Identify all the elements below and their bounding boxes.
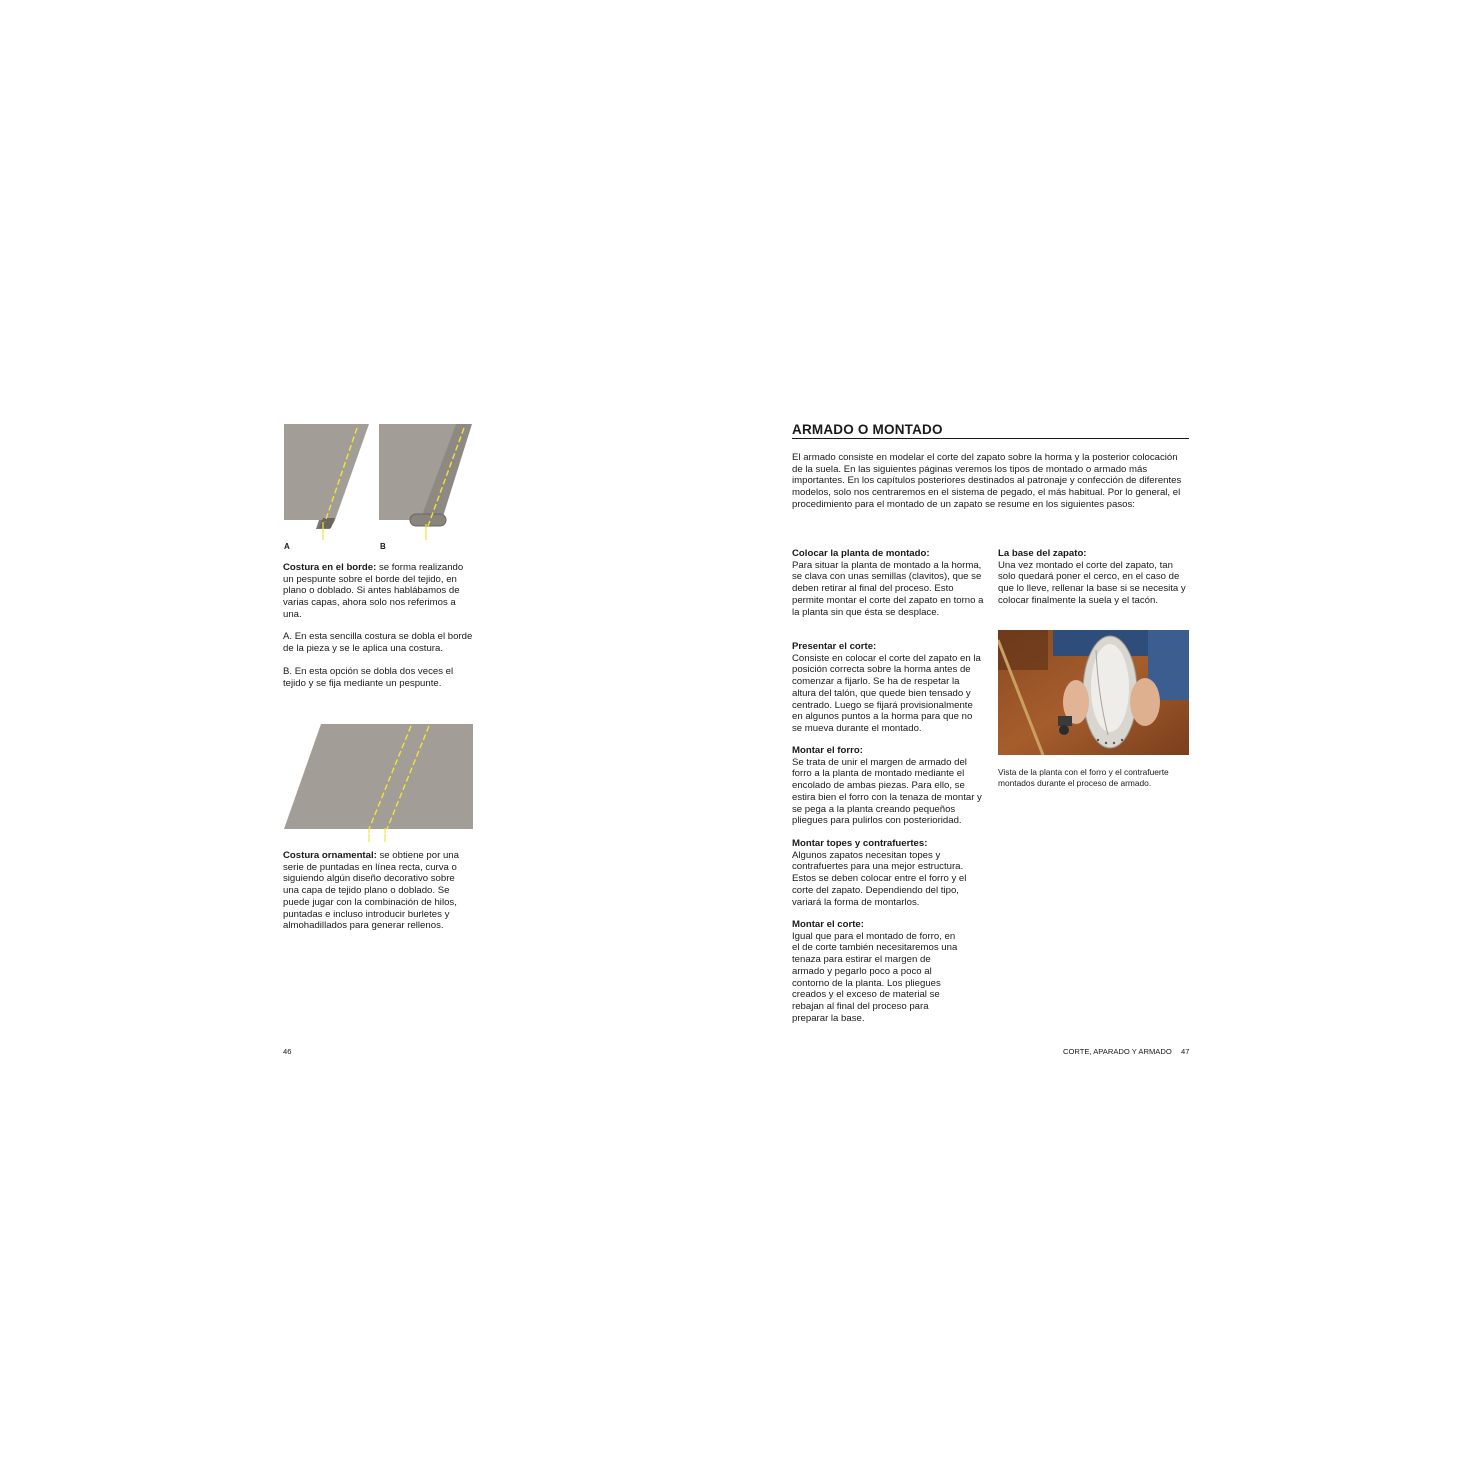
step-title: Colocar la planta de montado: [792,548,930,559]
step-topes [792,838,986,908]
step-title: La base del zapato: [998,548,1087,559]
page-number-right: 47 [1181,1047,1190,1056]
heading-rule [792,438,1189,439]
step-base [998,548,1190,607]
step-forro [792,745,986,827]
step-corte [792,919,962,1024]
figure-ornamental-stitch [283,722,475,844]
costura-borde-term: Costura en el borde: [283,562,377,573]
step-title: Montar topes y contrafuertes: [792,838,928,849]
page-number-left: 46 [283,1047,292,1056]
photo-caption: Vista de la planta con el forro y el contrafuerte montados durante el proceso de armado. [998,767,1169,788]
costura-ornamental-term: Costura ornamental: [283,850,377,861]
step-title: Presentar el corte: [792,641,877,652]
step-planta [792,548,988,618]
step-text: Para situar la planta de montado a la horma, se clava con unas semillas (clavitos), que se deben retirar al final del proceso. Esto permite montar el corte del zapato en torno a la planta sin que ésta se desplace. [792,559,984,618]
figure-b-label: B [380,542,386,551]
section-heading: ARMADO O MONTADO [792,422,943,437]
step-text: Igual que para el montado de forro, en el de corte también necesitaremos una tenaza para estirar el margen de armado y pegarlo poco a poco al contorno de la planta. Los pliegues creados y el exceso de material se rebajan al final del proceso para preparar la base. [792,930,958,1024]
intro-paragraph: El armado consiste en modelar el corte del zapato sobre la horma y la posterior colocación de la suela. En las siguientes páginas veremos los tipos de montado o armado más importantes. En los capítulos posteriores destinados al patronaje y confección de diferentes modelos, solo nos centraremos en el sistema de pegado, el más habitual. Por lo general, el procedimiento para el montado de un zapato se resume en los siguientes pasos: [792,452,1182,510]
costura-borde-paragraph [283,562,473,621]
step-presentar [792,641,984,735]
note-a: A. En esta sencilla costura se dobla el borde de la pieza y se le aplica una costura. [283,631,473,654]
step-text: Consiste en colocar el corte del zapato en la posición correcta sobre la horma antes de comenzar a fijarlo. Se ha de respetar la altura del talón, que quede bien tensado y centrado. Luego se fijará provisionalmente en algunos puntos a la horma para que no se mueva durante el montado. [792,652,981,734]
step-title: Montar el corte: [792,919,864,930]
figure-a-label: A [284,542,290,551]
step-text: Algunos zapatos necesitan topes y contrafuertes para una mejor estructura. Estos se deben colocar entre el forro y el corte del zapato. Dependiendo del tipo, variará la forma de montarlos. [792,849,967,908]
step-text: Una vez montado el corte del zapato, tan solo quedará poner el cerco, en el caso de que lo lleve, rellenar la base si se necesita y colocar finalmente la suela y el tacón. [998,559,1186,606]
step-title: Montar el forro: [792,745,863,756]
costura-ornamental-text: se obtiene por una serie de puntadas en línea recta, curva o siguiendo algún diseño decorativo sobre una capa de tejido plano o doblado. Se puede jugar con la combinación de hilos, puntadas e incluso introducir burletes y almohadillados para generar rellenos. [283,850,459,932]
figure-a-edge-stitch [283,422,373,542]
running-footer: CORTE, APARADO Y ARMADO [1063,1047,1172,1056]
figure-b-double-fold-stitch [378,422,476,542]
lasting-process-photo [998,630,1189,755]
costura-borde-text: se forma realizando un pespunte sobre el borde del tejido, en plano o doblado. Si antes hablábamos de varias capas, ahora solo nos referimos a una. [283,562,464,620]
note-b: B. En esta opción se dobla dos veces el tejido y se fija mediante un pespunte. [283,666,454,689]
step-text: Se trata de unir el margen de armado del forro a la planta de montado mediante el encolado de ambas piezas. Para ello, se estira bien el forro con la tenaza de montar y se pega a la planta creando pequeños pliegues para pulirlos con posterioridad. [792,756,982,827]
costura-ornamental-paragraph [283,850,469,932]
